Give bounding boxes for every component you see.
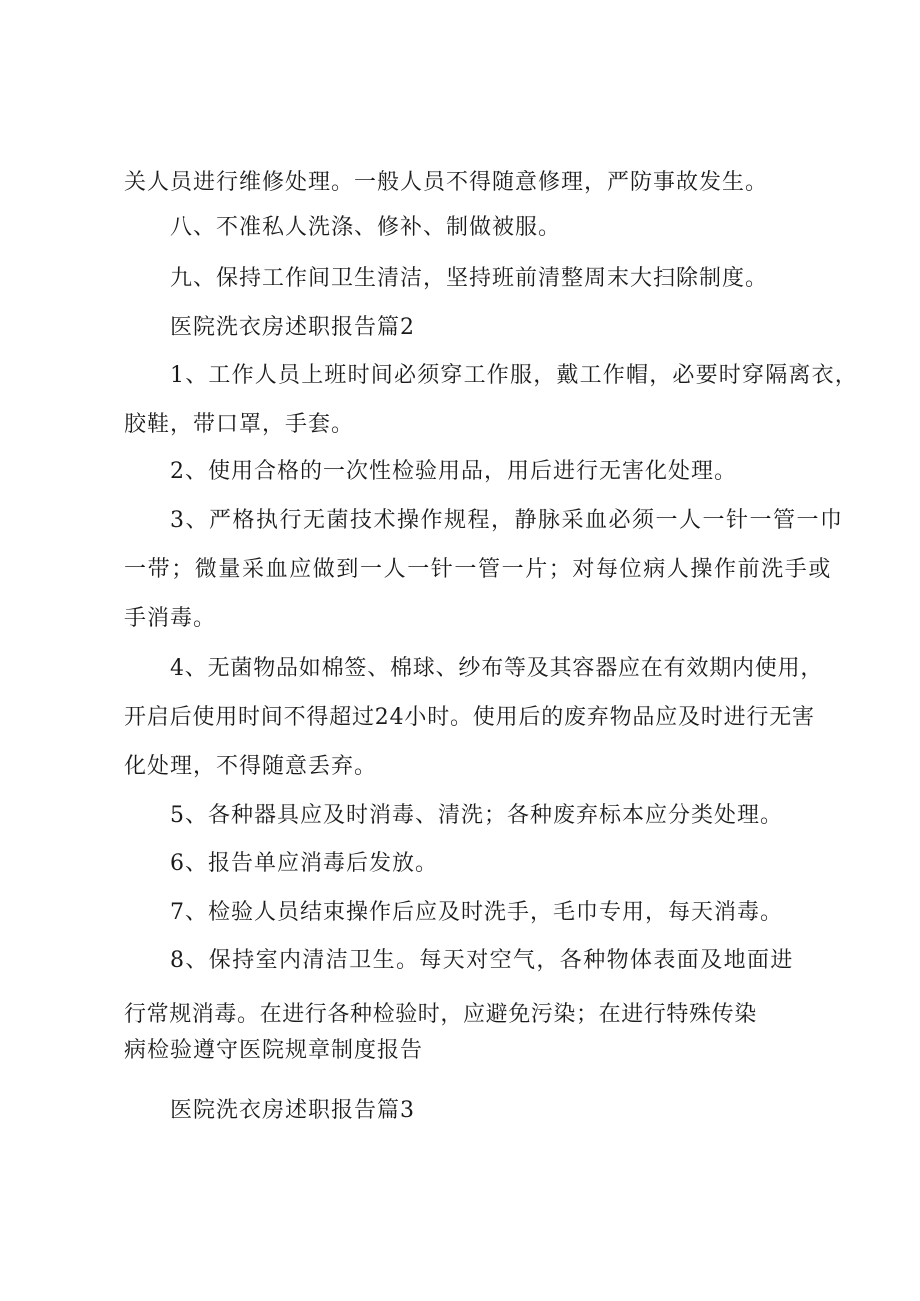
section-heading-part-2: 医院洗衣房述职报告篇2: [170, 315, 415, 340]
text-line-item-5: 5、各种器具应及时消毒、清洗；各种废弃标本应分类处理。: [170, 803, 783, 828]
text-line-item-1-cont: 胶鞋，带口罩，手套。: [124, 412, 355, 437]
text-line-item-8-cont-2: 病检验遵守医院规章制度报告: [124, 1038, 424, 1063]
text-line-item-4: 4、无菌物品如棉签、棉球、纱布等及其容器应在有效期内使用，: [170, 656, 824, 681]
text-line-item-4-cont-1: 开启后使用时间不得超过24小时。使用后的废弃物品应及时进行无害: [124, 705, 815, 730]
text-line-item-3-cont-1: 一带；微量采血应做到一人一针一管一片；对每位病人操作前洗手或: [124, 557, 833, 582]
text-line-item-4-cont-2: 化处理，不得随意丢弃。: [124, 754, 378, 779]
text-line-item-1: 1、工作人员上班时间必须穿工作服，戴工作帽，必要时穿隔离衣，: [170, 363, 858, 388]
text-line-item-3: 3、严格执行无菌技术操作规程，静脉采血必须一人一针一管一巾: [170, 508, 844, 533]
text-line-rule-9: 九、保持工作间卫生清洁，坚持班前清整周末大扫除制度。: [170, 266, 769, 291]
text-line-item-6: 6、报告单应消毒后发放。: [170, 851, 438, 876]
text-line-item-7: 7、检验人员结束操作后应及时洗手，毛巾专用，每天消毒。: [170, 900, 783, 925]
section-heading-part-3: 医院洗衣房述职报告篇3: [170, 1098, 415, 1123]
text-line-item-8-cont-1: 行常规消毒。在进行各种检验时，应避免污染；在进行特殊传染: [124, 1002, 757, 1027]
text-line-item-3-cont-2: 手消毒。: [124, 606, 217, 631]
text-line-repair-rule: 关人员进行维修处理。一般人员不得随意修理，严防事故发生。: [124, 170, 769, 195]
text-line-item-8: 8、保持室内清洁卫生。每天对空气，各种物体表面及地面进: [170, 948, 794, 973]
text-line-rule-8: 八、不准私人洗涤、修补、制做被服。: [170, 215, 562, 240]
text-line-item-2: 2、使用合格的一次性检验用品，用后进行无害化处理。: [170, 459, 737, 484]
